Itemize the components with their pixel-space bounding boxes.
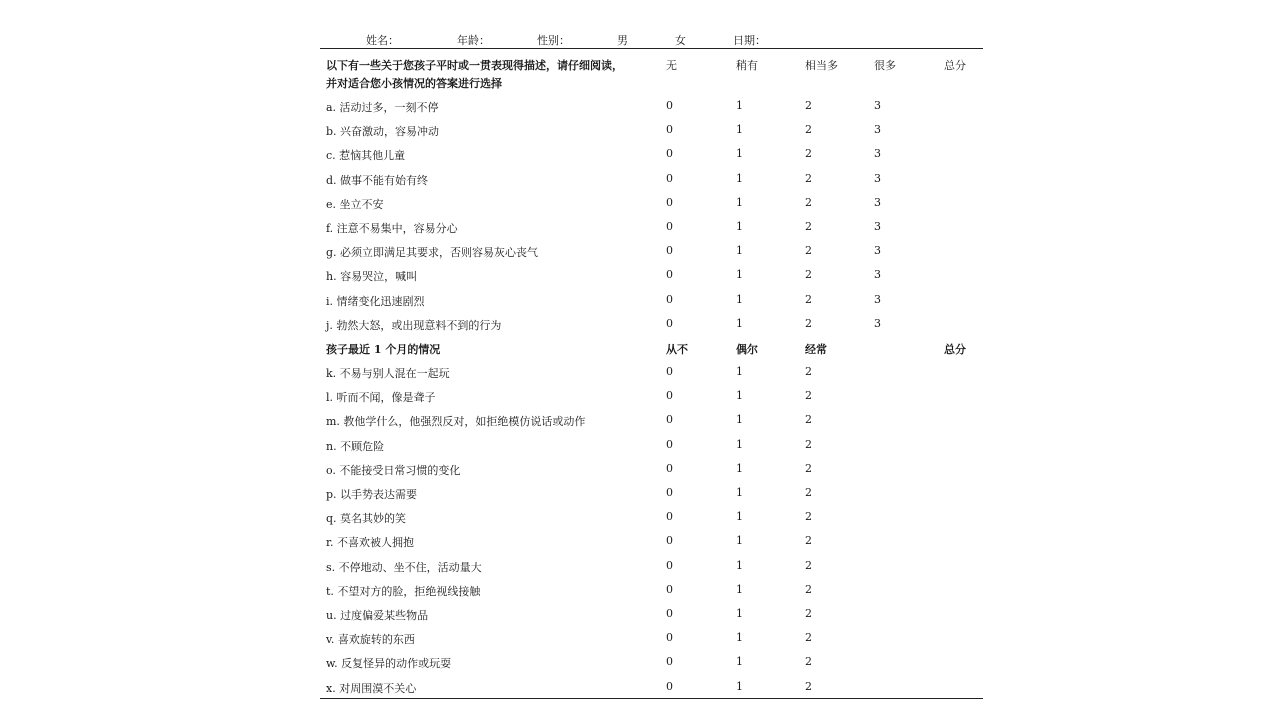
- section1-header: [320, 49, 983, 93]
- table-row: [320, 407, 983, 431]
- questionnaire-form: [320, 28, 983, 699]
- score-option[interactable]: 1: [736, 631, 743, 645]
- score-option[interactable]: 2: [805, 316, 812, 330]
- score-option[interactable]: 1: [736, 486, 743, 499]
- total-header: 总分: [944, 59, 966, 72]
- table-row: [320, 141, 983, 165]
- gender-label: 性别：: [537, 34, 570, 47]
- item-label: c. 惹恼其他儿童: [326, 149, 406, 163]
- score-option[interactable]: 0: [666, 655, 673, 669]
- score-option[interactable]: 1: [736, 171, 743, 185]
- score-option[interactable]: 1: [736, 655, 743, 669]
- score-option[interactable]: 0: [666, 292, 673, 306]
- table-row: [320, 93, 983, 117]
- score-option[interactable]: 1: [736, 244, 743, 258]
- score-option[interactable]: 2: [805, 606, 812, 620]
- score-option[interactable]: 1: [736, 437, 743, 451]
- section2-items: [320, 359, 983, 698]
- score-option[interactable]: 1: [736, 679, 743, 693]
- score-option[interactable]: 1: [736, 147, 743, 161]
- option-header: 稍有: [736, 59, 758, 72]
- score-option[interactable]: 2: [805, 437, 812, 451]
- score-option[interactable]: 2: [805, 679, 812, 693]
- score-option[interactable]: 0: [666, 195, 673, 209]
- table-row: [320, 456, 983, 480]
- score-option[interactable]: 2: [805, 534, 812, 548]
- score-option[interactable]: 2: [805, 99, 812, 112]
- score-option[interactable]: 2: [805, 171, 812, 185]
- score-option[interactable]: 2: [805, 486, 812, 499]
- score-option[interactable]: 3: [874, 147, 881, 161]
- score-option[interactable]: 1: [736, 316, 743, 330]
- score-option[interactable]: 0: [666, 582, 673, 596]
- option-header: 无: [666, 59, 677, 72]
- score-option[interactable]: 3: [874, 171, 881, 185]
- score-option[interactable]: 2: [805, 510, 812, 524]
- score-option[interactable]: 0: [666, 171, 673, 185]
- option-header: 相当多: [805, 59, 838, 72]
- score-option[interactable]: 1: [736, 292, 743, 306]
- score-option[interactable]: 3: [874, 268, 881, 282]
- score-option[interactable]: 0: [666, 558, 673, 572]
- table-row: [320, 311, 983, 335]
- score-option[interactable]: 1: [736, 582, 743, 596]
- score-option[interactable]: 0: [666, 244, 673, 258]
- score-option[interactable]: 3: [874, 99, 881, 112]
- score-option[interactable]: 0: [666, 510, 673, 524]
- male-option: 男: [617, 34, 628, 47]
- section2-header: [320, 335, 983, 359]
- item-label: h. 容易哭泣，喊叫: [326, 270, 418, 284]
- score-option[interactable]: 0: [666, 486, 673, 499]
- section1-question: [326, 57, 623, 93]
- score-option[interactable]: 1: [736, 219, 743, 233]
- score-option[interactable]: 1: [736, 195, 743, 209]
- score-option[interactable]: 1: [736, 510, 743, 524]
- female-option: 女: [675, 34, 686, 47]
- score-option[interactable]: 1: [736, 558, 743, 572]
- item-label: o. 不能接受日常习惯的变化: [326, 463, 461, 477]
- score-option[interactable]: 1: [736, 389, 743, 403]
- score-option[interactable]: 2: [805, 655, 812, 669]
- score-option[interactable]: 0: [666, 147, 673, 161]
- table-row: [320, 625, 983, 649]
- score-option[interactable]: 0: [666, 461, 673, 475]
- table-row: [320, 601, 983, 625]
- score-option[interactable]: 2: [805, 292, 812, 306]
- table-row: [320, 528, 983, 552]
- score-option[interactable]: 1: [736, 534, 743, 548]
- score-option[interactable]: 0: [666, 534, 673, 548]
- option-header: 很多: [874, 59, 896, 72]
- score-option[interactable]: 2: [805, 558, 812, 572]
- question-line-2: 并对适合您小孩情况的答案进行选择: [326, 77, 502, 90]
- item-label: t. 不望对方的脸，拒绝视线接触: [326, 584, 481, 598]
- score-option[interactable]: 2: [805, 244, 812, 258]
- total-header: 总分: [944, 342, 966, 356]
- score-option[interactable]: 1: [736, 99, 743, 112]
- score-option[interactable]: 0: [666, 219, 673, 233]
- age-label: 年龄：: [457, 34, 490, 47]
- table-row: [320, 166, 983, 190]
- table-row: [320, 577, 983, 601]
- score-option[interactable]: 2: [805, 582, 812, 596]
- score-option[interactable]: 0: [666, 123, 673, 137]
- table-row: [320, 287, 983, 311]
- table-row: [320, 262, 983, 286]
- item-label: k. 不易与别人混在一起玩: [326, 367, 450, 381]
- item-label: w. 反复怪异的动作或玩耍: [326, 657, 452, 671]
- score-option[interactable]: 3: [874, 195, 881, 209]
- date-label: 日期：: [733, 34, 766, 47]
- item-label: f. 注意不易集中，容易分心: [326, 221, 458, 235]
- score-option[interactable]: 2: [805, 413, 812, 427]
- score-option[interactable]: 0: [666, 437, 673, 451]
- score-option[interactable]: 0: [666, 389, 673, 403]
- item-label: x. 对周围漠不关心: [326, 681, 417, 695]
- option-header: 偶尔: [736, 342, 758, 356]
- table-row: [320, 432, 983, 456]
- score-option[interactable]: 2: [805, 219, 812, 233]
- option-header: 经常: [805, 342, 827, 356]
- score-option[interactable]: 3: [874, 244, 881, 258]
- table-row: [320, 117, 983, 141]
- question-line-1: 以下有一些关于您孩子平时或一贯表现得描述，请仔细阅读，: [326, 59, 623, 72]
- score-option[interactable]: 1: [736, 606, 743, 620]
- item-label: g. 必须立即满足其要求，否则容易灰心丧气: [326, 246, 539, 260]
- section1-items: [320, 93, 983, 335]
- score-option[interactable]: 0: [666, 99, 673, 112]
- item-label: v. 喜欢旋转的东西: [326, 633, 415, 647]
- item-label: r. 不喜欢被人拥抱: [326, 536, 415, 550]
- score-option[interactable]: 2: [805, 389, 812, 403]
- option-header: 从不: [666, 342, 688, 356]
- form-header: [320, 28, 983, 49]
- item-label: u. 过度偏爱某些物品: [326, 608, 429, 622]
- score-option[interactable]: 3: [874, 292, 881, 306]
- item-label: q. 莫名其妙的笑: [326, 512, 407, 526]
- score-option[interactable]: 1: [736, 123, 743, 137]
- item-label: j. 勃然大怒，或出现意料不到的行为: [326, 318, 502, 332]
- score-option[interactable]: 1: [736, 365, 743, 379]
- score-option[interactable]: 3: [874, 316, 881, 330]
- score-option[interactable]: 2: [805, 631, 812, 645]
- table-row: [320, 674, 983, 698]
- score-option[interactable]: 0: [666, 268, 673, 282]
- table-row: [320, 649, 983, 673]
- item-label: m. 教他学什么，他强烈反对，如拒绝模仿说话或动作: [326, 415, 586, 429]
- score-option[interactable]: 3: [874, 219, 881, 233]
- score-option[interactable]: 0: [666, 631, 673, 645]
- score-option[interactable]: 1: [736, 268, 743, 282]
- name-label: 姓名：: [366, 34, 399, 47]
- item-label: a. 活动过多，一刻不停: [326, 101, 439, 114]
- score-option[interactable]: 0: [666, 413, 673, 427]
- score-option[interactable]: 0: [666, 606, 673, 620]
- score-option[interactable]: 3: [874, 123, 881, 137]
- item-label: s. 不停地动、坐不住，活动量大: [326, 560, 482, 574]
- item-label: n. 不顾危险: [326, 439, 385, 453]
- bottom-rule: [320, 698, 983, 699]
- score-option[interactable]: 2: [805, 268, 812, 282]
- table-row: [320, 190, 983, 214]
- score-option[interactable]: 2: [805, 123, 812, 137]
- table-row: [320, 504, 983, 528]
- score-option[interactable]: 0: [666, 316, 673, 330]
- score-option[interactable]: 2: [805, 365, 812, 379]
- item-label: d. 做事不能有始有终: [326, 173, 429, 187]
- score-option[interactable]: 1: [736, 413, 743, 427]
- item-label: i. 情绪变化迅速剧烈: [326, 294, 425, 308]
- section2-title: 孩子最近 1 个月的情况: [326, 342, 441, 356]
- item-label: p. 以手势表达需要: [326, 488, 418, 501]
- score-option[interactable]: 0: [666, 679, 673, 693]
- table-row: [320, 214, 983, 238]
- item-label: b. 兴奋激动，容易冲动: [326, 125, 440, 139]
- item-label: e. 坐立不安: [326, 197, 384, 211]
- table-row: [320, 359, 983, 383]
- table-row: [320, 480, 983, 504]
- table-row: [320, 238, 983, 262]
- score-option[interactable]: 2: [805, 461, 812, 475]
- table-row: [320, 553, 983, 577]
- score-option[interactable]: 0: [666, 365, 673, 379]
- score-option[interactable]: 2: [805, 147, 812, 161]
- table-row: [320, 383, 983, 407]
- item-label: l. 听而不闻，像是聋子: [326, 391, 436, 405]
- score-option[interactable]: 1: [736, 461, 743, 475]
- score-option[interactable]: 2: [805, 195, 812, 209]
